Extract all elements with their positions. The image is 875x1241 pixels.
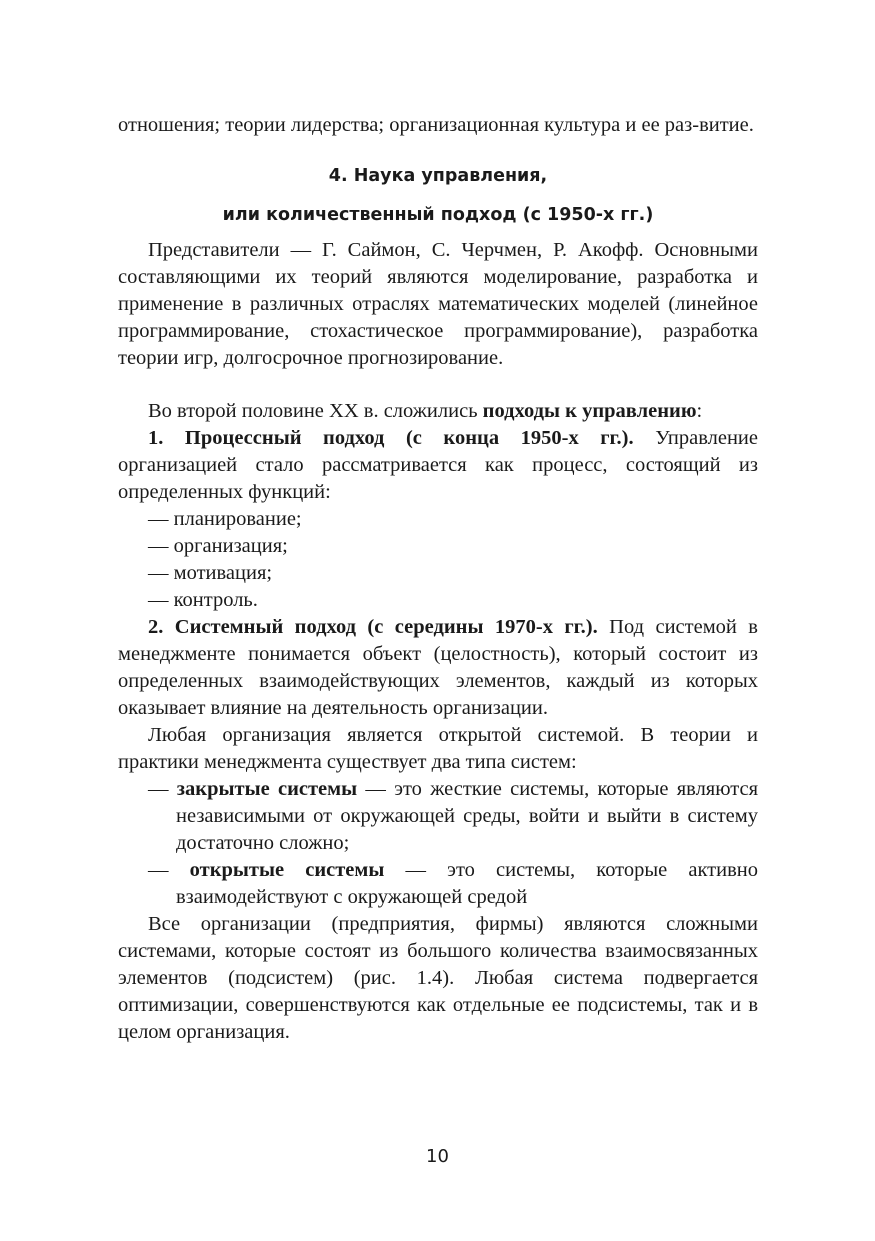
section-heading-line-1: 4. Наука управления, [328, 166, 548, 186]
page-number: 10 [426, 1146, 449, 1167]
approaches-intro-bold: подходы к управлению [482, 400, 697, 422]
paragraph-conclusion: Все организации (предприятия, фирмы) являются сложными системами, которые состоят из большого количества взаимосвязанных элементов (подсистем) (рис. 1.4). Любая система подвергается оптимизации, совершенствуются как отдельные ее подсистемы, так и в целом организация. [118, 913, 758, 1043]
approaches-intro-tail: : [696, 400, 703, 422]
list-item-open-systems [118, 857, 758, 911]
system-approach-text: Под системой в менеджменте понимается объект (целостность), который состоит из определенных взаимодействующих элементов, каждый из которых оказывает влияние на деятельность организации. [118, 616, 758, 719]
process-approach-text: Управление организацией стало рассматривается как процесс, состоящий из определенных функций: [118, 427, 758, 503]
paragraph-representatives: Представители — Г. Саймон, С. Черчмен, Р. Акофф. Основными составляющими их теорий являются моделирование, разработка и применение в различных отраслях математических моделей (линейное программирование, стохастическое программирование), разработка теории игр, долгосрочное прогнозирование. [118, 239, 758, 369]
list-item-function: — мотивация; [148, 562, 273, 584]
approaches-intro-text: Во второй половине XX в. сложились [148, 400, 483, 422]
closed-systems-text: — это жесткие системы, которые являются независимыми от окружающей среды, войти и выйти в систему достаточно сложно; [176, 778, 759, 854]
list-item-closed-systems [118, 776, 758, 857]
page-body [118, 112, 758, 1046]
open-systems-term: открытые системы [189, 859, 385, 881]
paragraph-system-approach [118, 614, 758, 722]
paragraph-process-approach [118, 425, 758, 506]
paragraph-gap [118, 372, 758, 398]
open-systems-text: — это системы, которые активно взаимодействуют с окружающей средой [176, 859, 758, 908]
closed-systems-dash: — [148, 778, 177, 800]
process-approach-title: 1. Процессный подход (с конца 1950-х гг.). [148, 427, 634, 449]
section-heading-line-2: или количественный подход (с 1950-х гг.) [222, 205, 654, 225]
open-systems-dash: — [148, 859, 190, 881]
closed-systems-term: закрытые системы [176, 778, 358, 800]
paragraph-intro: отношения; теории лидерства; организационная культура и ее раз-витие. [118, 114, 754, 136]
system-approach-title: 2. Системный подход (с середины 1970-х гг.). [148, 616, 598, 638]
list-item-function: — контроль. [148, 589, 258, 611]
paragraph-open-system: Любая организация является открытой системой. В теории и практики менеджмента существует два типа систем: [118, 724, 758, 773]
paragraph-approaches-intro [118, 398, 758, 425]
list-item-function: — планирование; [148, 508, 302, 530]
list-item-function: — организация; [148, 535, 288, 557]
